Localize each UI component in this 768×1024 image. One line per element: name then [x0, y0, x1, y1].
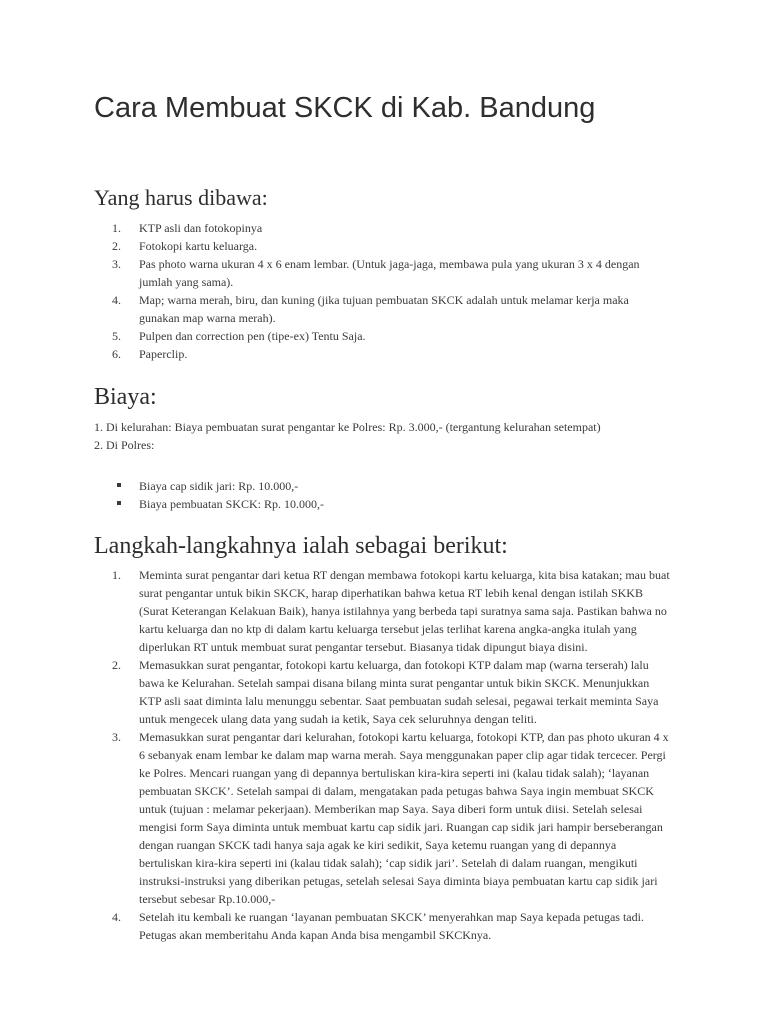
- bullet-item: [116, 495, 616, 513]
- bullet-item: [116, 477, 616, 495]
- list-number: 1.: [112, 568, 121, 582]
- list-number: 1.: [112, 221, 121, 235]
- list-number: 2.: [112, 658, 121, 672]
- list-item: [112, 219, 672, 237]
- list-item-text: Map; warna merah, biru, dan kuning (jika tujuan pembuatan SKCK adalah untuk melamar kerja maka gunakan map warna merah).: [139, 293, 629, 325]
- cost-line-polres: 2. Di Polres:: [94, 438, 155, 452]
- list-item: [112, 255, 672, 291]
- list-item-text: Memasukkan surat pengantar, fotokopi kartu keluarga, dan fotokopi KTP dalam map (warna terserah) lalu bawa ke Kelurahan. Setelah sampai disana bilang minta surat pengantar untuk bikin SKCK. Menunjukkan KTP asli saat diminta lalu menunggu sebentar. Saat pembuatan sudah selesai, pegawai terkait meminta Saya untuk mengecek ulang data yang sudah ia ketik, Saya cek seluruhnya dengan teliti.: [139, 658, 659, 726]
- heading-steps: Langkah-langkahnya ialah sebagai berikut:: [94, 533, 508, 559]
- bullet-marker: [117, 483, 121, 487]
- list-item: [112, 908, 672, 944]
- list-item: [112, 327, 672, 345]
- items-to-bring-list: [112, 219, 672, 363]
- list-item-text: Setelah itu kembali ke ruangan ‘layanan pembuatan SKCK’ menyerahkan map Saya kepada petugas tadi. Petugas akan memberitahu Anda kapan Anda bisa mengambil SKCKnya.: [139, 910, 644, 942]
- list-number: 6.: [112, 347, 121, 361]
- bullet-marker: [117, 501, 121, 505]
- list-item-text: Meminta surat pengantar dari ketua RT dengan membawa fotokopi kartu keluarga, kita bisa katakan; mau buat surat pengantar untuk bikin SKCK, harap diperhatikan bahwa ketua RT lebih kenal dengan istilah SKKB (Surat Keterangan Kelakuan Baik), hanya istilahnya yang berbeda tapi suratnya sama saja. Pastikan bahwa no kartu keluarga dan no ktp di dalam kartu keluarga tersebut jelas terlihat karena angka-angka itulah yang diperlukan RT untuk membuat surat pengantar tersebut. Biasanya tidak dipungut biaya disini.: [139, 568, 670, 654]
- list-number: 3.: [112, 730, 121, 744]
- list-item-text: Pulpen dan correction pen (tipe-ex) Tentu Saja.: [139, 329, 366, 343]
- list-number: 4.: [112, 293, 121, 307]
- list-number: 3.: [112, 257, 121, 271]
- list-item: [112, 237, 672, 255]
- cost-lines: [94, 418, 694, 454]
- list-item: [112, 345, 672, 363]
- list-item: [112, 566, 672, 656]
- list-number: 4.: [112, 910, 121, 924]
- page-title: Cara Membuat SKCK di Kab. Bandung: [94, 92, 596, 124]
- cost-line-kelurahan: 1. Di kelurahan: Biaya pembuatan surat pengantar ke Polres: Rp. 3.000,- (tergantung kelurahan setempat): [94, 420, 601, 434]
- bullet-text: Biaya cap sidik jari: Rp. 10.000,-: [139, 479, 299, 493]
- list-number: 2.: [112, 239, 121, 253]
- cost-bullet-list: [116, 477, 616, 513]
- list-item-text: KTP asli dan fotokopinya: [139, 221, 263, 235]
- list-item: [112, 728, 672, 908]
- list-item: [112, 291, 672, 327]
- list-item-text: Fotokopi kartu keluarga.: [139, 239, 258, 253]
- list-item-text: Pas photo warna ukuran 4 x 6 enam lembar. (Untuk jaga-jaga, membawa pula yang ukuran 3 x 4 dengan jumlah yang sama).: [139, 257, 640, 289]
- heading-items-to-bring: Yang harus dibawa:: [94, 185, 268, 210]
- list-item-text: Memasukkan surat pengantar dari kelurahan, fotokopi kartu keluarga, fotokopi KTP, dan pas photo ukuran 4 x 6 sebanyak enam lembar ke dalam map warna merah. Saya menggunakan paper clip agar tidak tercecer. Pergi ke Polres. Mencari ruangan yang di depannya bertuliskan kira-kira seperti ini (kalau tidak salah); ‘layanan pembuatan SKCK’. Setelah sampai di dalam, mengatakan pada petugas bahwa Saya ingin membuat SKCK untuk (tujuan : melamar pekerjaan). Memberikan map Saya. Saya diberi form untuk diisi. Setelah selesai mengisi form Saya diminta untuk membuat kartu cap sidik jari. Ruangan cap sidik jari hampir berseberangan dengan ruangan SKCK tadi hanya saja agak ke kiri sedikit, Saya ketemu ruangan yang di depannya bertuliskan kira-kira seperti ini (kalau tidak salah); ‘cap sidik jari’. Setelah di dalam ruangan, mengikuti instruksi-instruksi yang diberikan petugas, setelah selesai Saya diminta biaya pembuatan kartu cap sidik jari tersebut sebesar Rp.10.000,-: [139, 730, 669, 906]
- list-item: [112, 656, 672, 728]
- list-item-text: Paperclip.: [139, 347, 188, 361]
- list-number: 5.: [112, 329, 121, 343]
- bullet-text: Biaya pembuatan SKCK: Rp. 10.000,-: [139, 497, 324, 511]
- steps-list: [112, 566, 672, 944]
- heading-cost: Biaya:: [94, 384, 157, 410]
